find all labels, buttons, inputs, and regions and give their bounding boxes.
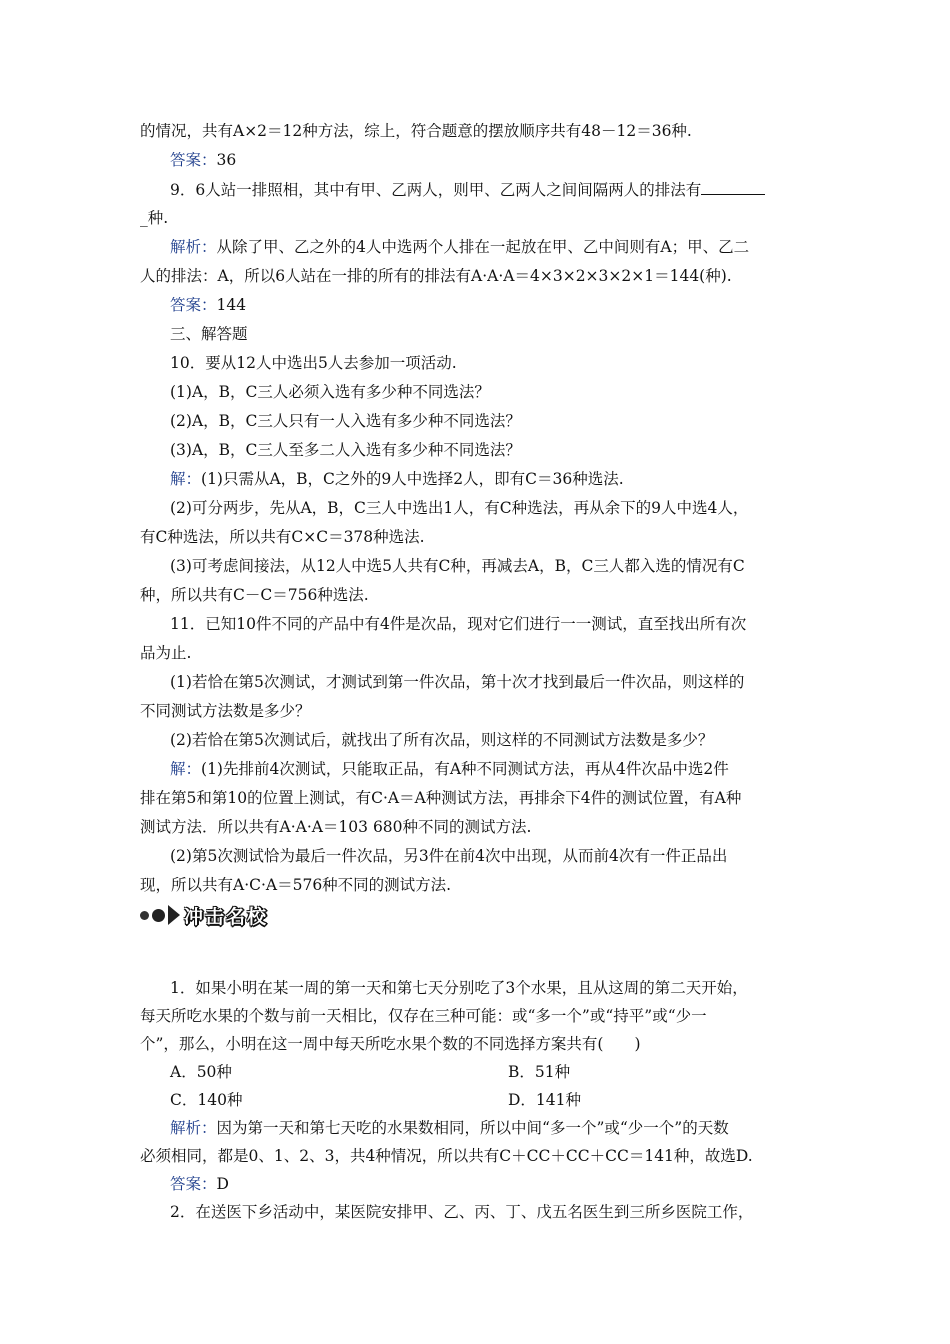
answer-value: D (216, 1175, 229, 1193)
analysis-label: 解析： (170, 1119, 217, 1137)
question-10-part-2: (2)A，B，C三人只有一人入选有多少种不同选法？ (170, 412, 521, 430)
problem-1: 1．如果小明在某一周的第一天和第七天分别吃了3个水果，且从这周的第二天开始， (170, 979, 748, 997)
text-line: (2)可分两步，先从A，B，C三人中选出1人，有C种选法，再从余下的9人中选4人， (170, 499, 749, 517)
text-line: (3)可考虑间接法，从12人中选5人共有C种，再减去A，B，C三人都入选的情况有C (170, 557, 745, 575)
answer-line (170, 294, 246, 316)
text-line: (2)第5次测试恰为最后一件次品，另3件在前4次中出现，从而前4次有一件正品出 (170, 847, 728, 865)
analysis-text: 因为第一天和第七天吃的水果数相同，所以中间“多一个”或“少一个”的天数 (216, 1119, 729, 1137)
solution-label: 解： (170, 470, 202, 488)
analysis-line (170, 236, 749, 258)
question-10-part-1: (1)A，B，C三人必须入选有多少种不同选法？ (170, 383, 490, 401)
answer-value: 36 (216, 151, 237, 169)
analysis-label: 解析： (170, 238, 217, 256)
solution-text: (1)先排前4次测试，只能取正品，有A种不同测试方法，再从4件次品中选2件 (201, 760, 729, 778)
text-line: 的情况，共有A×2＝12种方法，综上，符合题意的摆放顺序共有48－12＝36种. (140, 122, 692, 140)
text-line: 必须相同，都是0、1、2、3，共4种情况，所以共有C＋CC＋CC＋CC＝141种，故选D. (140, 1147, 753, 1165)
text-line: 个”，那么，小明在这一周中每天所吃水果个数的不同选择方案共有( ) (140, 1035, 641, 1053)
analysis-text: 从除了甲、乙之外的4人中选两个人排在一起放在甲、乙中间则有A；甲、乙二 (216, 238, 750, 256)
solution-line (170, 758, 729, 780)
text-line: 有C种选法，所以共有C×C＝378种选法. (140, 528, 425, 546)
answer-value: 144 (216, 296, 247, 314)
option-d: D．141种 (508, 1091, 582, 1109)
text-line: 品为止. (140, 644, 192, 662)
solution-line (170, 468, 624, 490)
analysis-line (170, 1117, 729, 1139)
option-a: A．50种 (170, 1063, 232, 1081)
text-line: 现，所以共有A·C·A＝576种不同的测试方法. (140, 876, 452, 894)
solution-label: 解： (170, 760, 202, 778)
section-heading: 三、解答题 (170, 325, 248, 343)
answer-label: 答案： (170, 296, 217, 314)
arrow-icon (168, 905, 180, 925)
banner-title: 冲击名校 (184, 905, 269, 928)
question-11-part-2: (2)若恰在第5次测试后，就找出了所有次品，则这样的不同测试方法数是多少？ (170, 731, 714, 749)
question-9 (170, 178, 765, 201)
solution-text: (1)只需从A，B，C之外的9人中选择2人，即有C＝36种选法. (201, 470, 624, 488)
text-line: 人的排法：A，所以6人站在一排的所有的排法有A·A·A＝4×3×2×3×2×1＝144(种). (140, 267, 732, 285)
text-line: 每天所吃水果的个数与前一天相比，仅存在三种可能：或“多一个”或“持平”或“少一 (140, 1007, 707, 1025)
text-line: 测试方法．所以共有A·A·A＝103 680种不同的测试方法. (140, 818, 532, 836)
text-line: _种. (140, 209, 169, 227)
option-b: B．51种 (508, 1063, 571, 1081)
fill-blank (701, 178, 765, 195)
question-10-part-3: (3)A，B，C三人至多二人入选有多少种不同选法？ (170, 441, 521, 459)
answer-label: 答案： (170, 151, 217, 169)
question-11: 11．已知10件不同的产品中有4件是次品，现对它们进行一一测试，直至找出所有次 (170, 615, 747, 633)
text-line: 不同测试方法数是多少？ (140, 702, 311, 720)
answer-label: 答案： (170, 1175, 217, 1193)
answer-line (170, 149, 236, 171)
dot-icon (152, 909, 165, 922)
question-11-part-1: (1)若恰在第5次测试，才测试到第一件次品，第十次才找到最后一件次品，则这样的 (170, 673, 745, 691)
problem-2: 2．在送医下乡活动中，某医院安排甲、乙、丙、丁、戊五名医生到三所乡医院工作， (170, 1203, 754, 1221)
section-banner (140, 900, 268, 930)
text-line: 排在第5和第10的位置上测试，有C·A＝A种测试方法，再排余下4件的测试位置，有A种 (140, 789, 742, 807)
option-c: C．140种 (170, 1091, 243, 1109)
question-text: 9．6人站一排照相，其中有甲、乙两人，则甲、乙两人之间间隔两人的排法有 (170, 181, 702, 199)
question-10: 10．要从12人中选出5人去参加一项活动. (170, 354, 457, 372)
dot-icon (140, 911, 149, 920)
answer-line (170, 1173, 229, 1195)
text-line: 种，所以共有C－C＝756种选法. (140, 586, 369, 604)
